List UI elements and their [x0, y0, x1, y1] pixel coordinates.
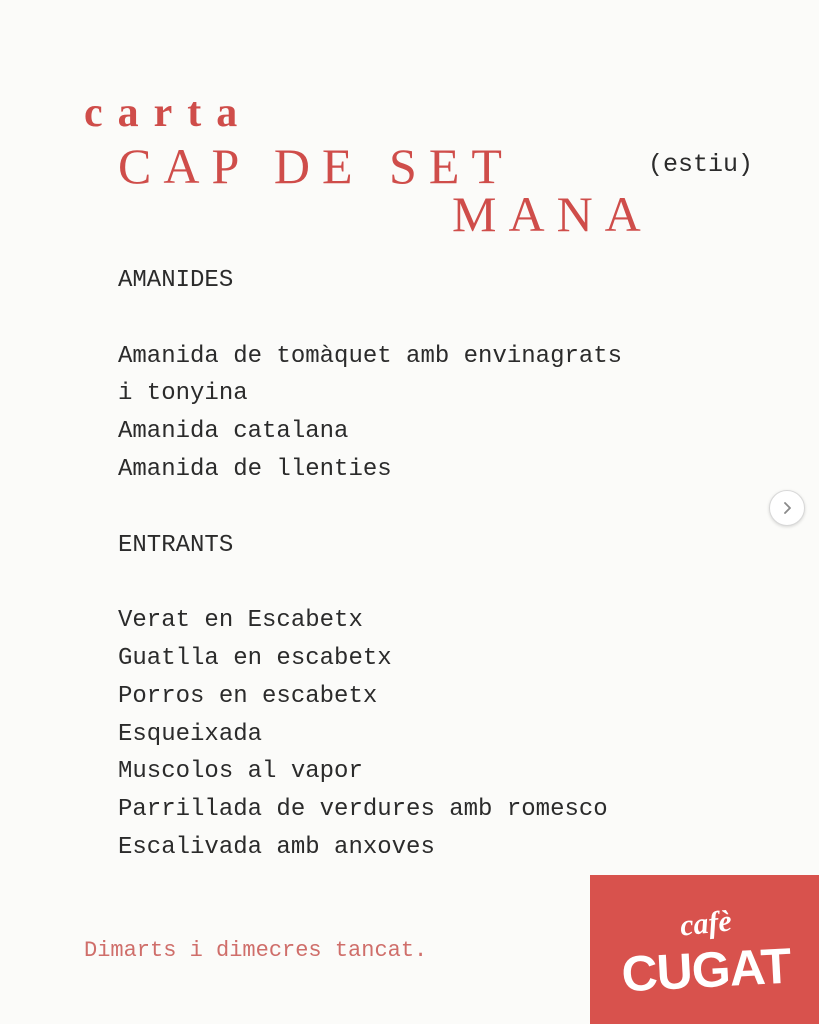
- menu-section-amanides: [118, 262, 622, 489]
- menu-section-entrants: [118, 527, 622, 867]
- menu-list: [118, 262, 622, 867]
- section-heading: ENTRANTS: [118, 531, 234, 559]
- menu-item: Escalivada amb anxoves: [118, 833, 435, 861]
- season-label: (estiu): [648, 150, 754, 179]
- closed-days-note: Dimarts i dimecres tancat.: [84, 938, 428, 963]
- menu-item: Muscolos al vapor: [118, 758, 363, 786]
- menu-title-line2: MANA: [452, 186, 653, 242]
- menu-item: Guatlla en escabetx: [118, 644, 392, 672]
- logo-cugat-text: CUGAT: [620, 937, 792, 1003]
- menu-title-line1: CAP DE SET: [118, 138, 514, 194]
- carta-label: carta: [84, 90, 253, 136]
- menu-item: Porros en escabetx: [118, 682, 378, 710]
- logo-cafe-text: cafè: [678, 904, 734, 943]
- cafe-cugat-logo: [590, 875, 819, 1024]
- logo-graphic: [590, 875, 819, 1024]
- menu-item: Parrillada de verdures amb romesco: [118, 796, 608, 824]
- menu-item: Esqueixada: [118, 720, 263, 748]
- next-slide-button[interactable]: [769, 490, 805, 526]
- menu-item: Amanida catalana: [118, 418, 349, 446]
- menu-item: i tonyina: [118, 380, 248, 408]
- menu-item: Amanida de tomàquet amb envinagrats: [118, 342, 623, 370]
- menu-item: Verat en Escabetx: [118, 607, 363, 635]
- chevron-right-icon: [780, 501, 794, 515]
- section-heading: AMANIDES: [118, 267, 234, 294]
- menu-item: Amanida de llenties: [118, 455, 392, 483]
